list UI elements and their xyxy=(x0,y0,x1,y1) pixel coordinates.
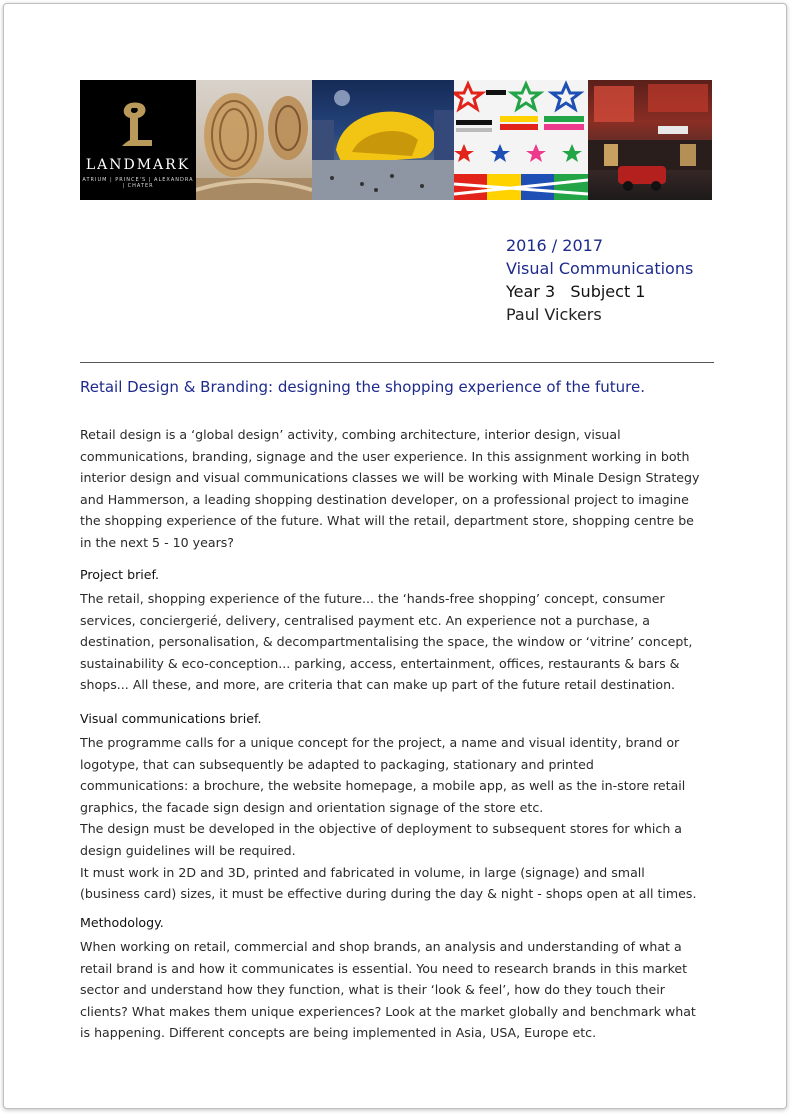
storefront-street-photo xyxy=(588,80,712,200)
body-line: services, conciergerié, delivery, centralised payment etc. An experience not a purchase, a xyxy=(80,612,650,628)
divider xyxy=(80,362,714,363)
logo-name: LANDMARK xyxy=(85,157,191,173)
visual-brief-text xyxy=(80,732,720,905)
intro-line: communications, branding, signage and the user experience. In this assignment working in both xyxy=(80,448,690,464)
body-line: graphics, the facade sign design and orientation signage of the store etc. xyxy=(80,799,544,815)
body-line: When working on retail, commercial and shop brands, an analysis and understanding of what a xyxy=(80,939,682,954)
shopping-plaza-render xyxy=(312,80,454,200)
body-line: The retail, shopping experience of the future... the ‘hands-free shopping’ concept, consumer xyxy=(80,591,665,606)
body-line: logotype, that can subsequently be adapted to packaging, stationary and printed xyxy=(80,756,594,772)
project-brief-text xyxy=(80,588,720,696)
section-heading-project-brief: Project brief. xyxy=(80,567,160,582)
brand-guidelines-sheet xyxy=(454,80,588,200)
methodology-text xyxy=(80,936,720,1044)
header-banner xyxy=(80,80,714,200)
academic-year: 2016 / 2017 xyxy=(506,236,603,255)
landmark-logo-image xyxy=(80,80,196,200)
body-line: The design must be developed in the objective of deployment to subsequent stores for which a xyxy=(80,821,683,837)
wooden-installation-photo xyxy=(196,80,312,200)
body-line: design guidelines will be required. xyxy=(80,842,296,858)
course-subject: Year 3 Subject 1 xyxy=(506,282,646,301)
section-heading-visual-brief: Visual communications brief. xyxy=(80,711,262,726)
body-line: clients? What makes them unique experiences? Look at the market globally and benchmark what xyxy=(80,1003,696,1019)
section-heading-methodology: Methodology. xyxy=(80,915,164,930)
intro-paragraph xyxy=(80,424,720,554)
intro-line: the shopping experience of the future. What will the retail, department store, shopping centre be xyxy=(80,513,694,529)
intro-line: in the next 5 - 10 years? xyxy=(80,534,234,550)
body-line: The programme calls for a unique concept for the project, a name and visual identity, brand or xyxy=(80,735,680,750)
body-line: retail brand is and how it communicates is essential. You need to research brands in this market xyxy=(80,960,688,976)
department: Visual Communications xyxy=(506,259,694,278)
body-line: communications: a brochure, the website homepage, a mobile app, as well as the in-store retail xyxy=(80,778,686,794)
body-line: destination, personalisation, & decompartmentalising the space, the window or ‘vitrine’ concept, xyxy=(80,634,693,650)
body-line: is happening. Different concepts are being implemented in Asia, USA, Europe etc. xyxy=(80,1025,597,1041)
intro-line: Retail design is a ‘global design’ activity, combing architecture, interior design, visual xyxy=(80,427,621,442)
star-logo-icon xyxy=(454,84,482,109)
document-page xyxy=(3,3,787,1109)
author-name: Paul Vickers xyxy=(506,305,602,324)
intro-line: and Hammerson, a leading shopping destination developer, on a professional project to imagine xyxy=(80,491,689,507)
body-line: sector and understand how they function, what is their ‘look & feel’, how do they touch their xyxy=(80,982,665,998)
intro-line: interior design and visual communications classes we will be working with Minale Design Strategy xyxy=(80,470,700,486)
landmark-monogram-icon xyxy=(118,100,156,150)
logo-subtitle: ATRIUM | PRINCE'S | ALEXANDRA | CHATER xyxy=(82,177,194,189)
body-line: (business card) sizes, it must be effective during during the day & night - shops open at all times. xyxy=(80,886,697,902)
body-line: sustainability & eco-conception... parking, access, entertainment, offices, restaurants & bars & xyxy=(80,655,680,671)
document-title: Retail Design & Branding: designing the shopping experience of the future. xyxy=(80,378,646,396)
body-line: It must work in 2D and 3D, printed and fabricated in volume, in large (signage) and small xyxy=(80,864,645,880)
body-line: shops... All these, and more, are criteria that can make up part of the future retail destination. xyxy=(80,677,676,693)
